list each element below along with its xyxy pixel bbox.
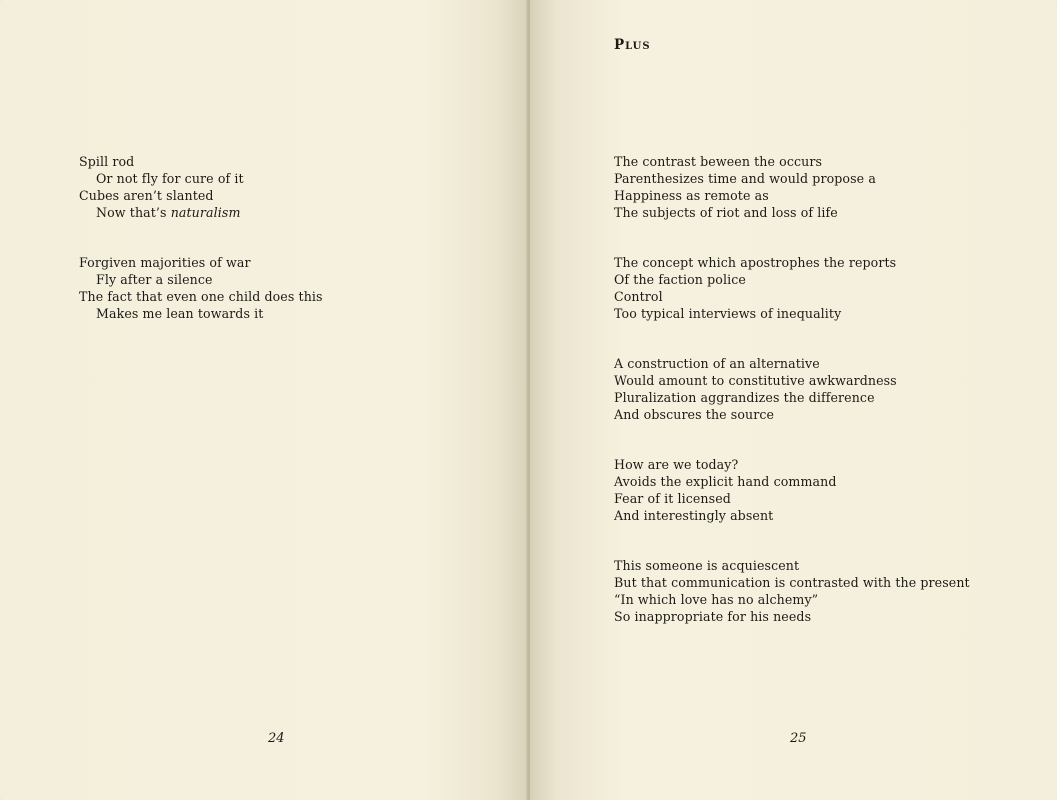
poem-line: Control xyxy=(614,289,663,304)
poem-line: Of the faction police xyxy=(614,272,746,287)
poem-line: Happiness as remote as xyxy=(614,188,769,203)
poem-line: Or not fly for cure of it xyxy=(96,171,244,186)
page-number: 24 xyxy=(268,731,285,746)
poem-line-italic: naturalism xyxy=(170,205,241,220)
poem-line: So inappropriate for his needs xyxy=(614,609,812,624)
stanza-1 xyxy=(614,153,876,221)
stanza-3 xyxy=(614,355,897,423)
poem-line: Forgiven majorities of war xyxy=(79,255,251,270)
running-head-initial: P xyxy=(614,37,626,53)
poem-line: Parenthesizes time and would propose a xyxy=(614,171,876,186)
poem-line-text: Now that’s xyxy=(96,205,171,220)
stanza-2 xyxy=(614,254,896,322)
poem-line: And interestingly absent xyxy=(614,508,774,523)
poem-line: Fly after a silence xyxy=(96,272,213,287)
poem-line: The subjects of riot and loss of life xyxy=(614,205,838,220)
running-head-rest: LUS xyxy=(625,41,651,52)
left-page xyxy=(0,0,528,800)
poem-line: The concept which apostrophes the reports xyxy=(614,255,897,270)
poem-line: A construction of an alternative xyxy=(614,356,820,371)
poem-line: But that communication is contrasted with the present xyxy=(614,575,970,590)
poem-line: The contrast bewеen the occurs xyxy=(614,154,823,169)
poem-line: Pluralization aggrandizes the difference xyxy=(614,390,875,405)
poem-line: The fact that even one child does this xyxy=(79,289,323,304)
poem-line: How are we today? xyxy=(614,457,739,472)
poem-line: Avoids the explicit hand command xyxy=(614,474,837,489)
stanza-1 xyxy=(79,153,244,221)
poem-line: And obscures the source xyxy=(614,407,775,422)
poem-line: This someone is acquiescent xyxy=(614,558,800,573)
stanza-5 xyxy=(614,557,970,625)
stanza-4 xyxy=(614,456,836,524)
poem-line: Makes me lean towards it xyxy=(96,306,264,321)
running-head xyxy=(614,37,651,53)
poem-line: Spill rod xyxy=(79,154,135,169)
poem-line: Cubes aren’t slanted xyxy=(79,188,214,203)
poem-line: “In which love has no alchemy” xyxy=(614,592,819,607)
poem-line xyxy=(79,204,244,221)
page-number: 25 xyxy=(790,731,807,746)
poem-line: Would amount to constitutive awkwardness xyxy=(614,373,897,388)
stanza-2 xyxy=(79,254,323,322)
poem-line: Too typical interviews of inequality xyxy=(614,306,842,321)
right-page xyxy=(530,0,1057,800)
poem-line: Fear of it licensed xyxy=(614,491,731,506)
